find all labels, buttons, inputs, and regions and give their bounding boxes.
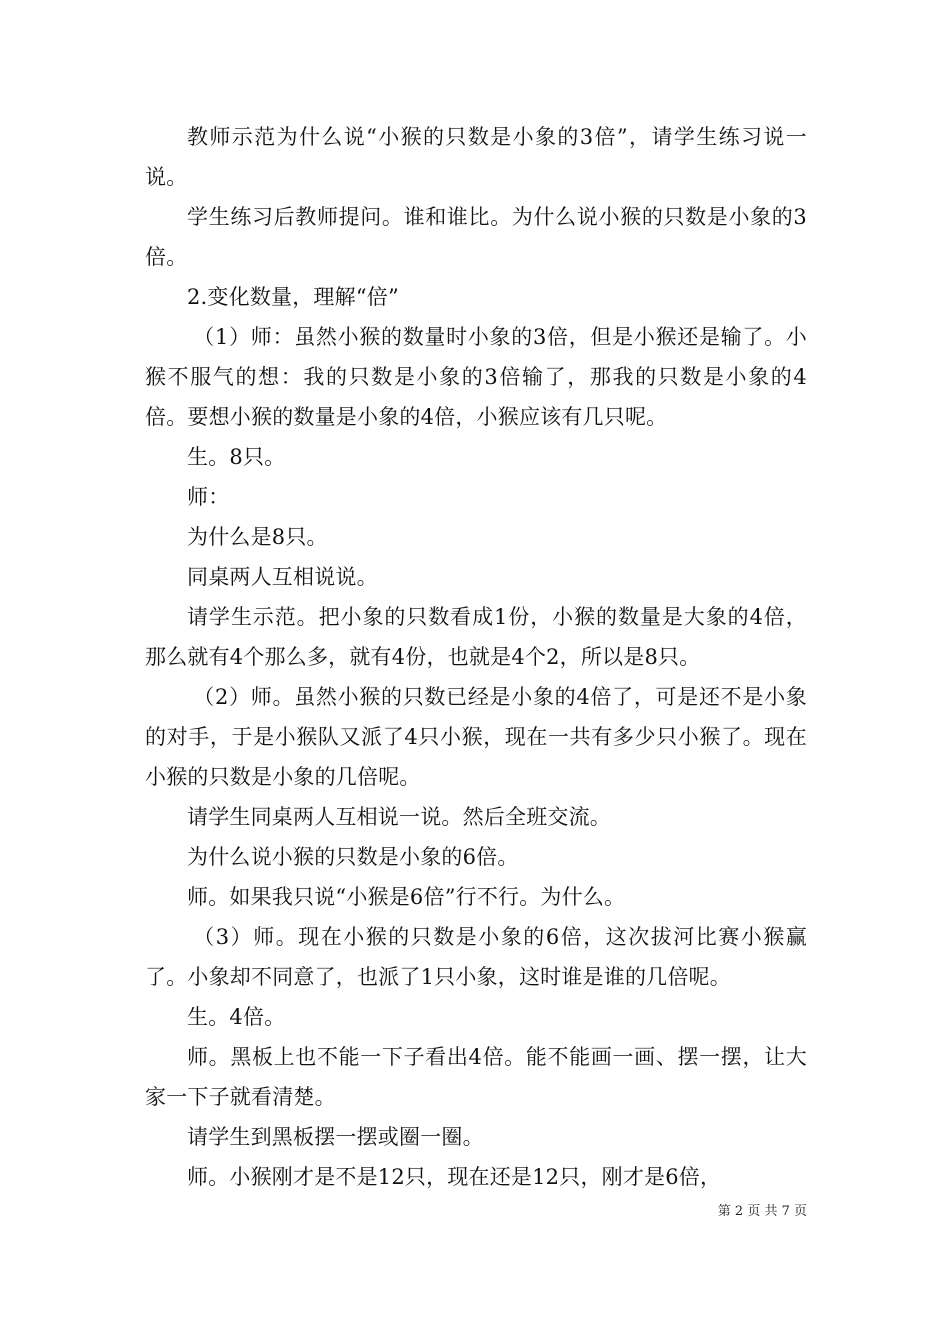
paragraph-5: 生。8只。 — [187, 445, 286, 469]
paragraph-6: 师： — [187, 485, 230, 509]
paragraph-4: （1）师：虽然小猴的数量时小象的3倍，但是小猴还是输了。小猴不服气的想：我的只数是小象的3倍输了，那我的只数是小象的4倍。要想小猴的数量是小象的4倍，小猴应该有几只呢。 — [145, 325, 807, 429]
paragraph-14: （3）师。现在小猴的只数是小象的6倍，这次拔河比赛小猴赢了。小象却不同意了，也派了1只小象，这时谁是谁的几倍呢。 — [145, 925, 807, 989]
paragraph-12: 为什么说小猴的只数是小象的6倍。 — [187, 845, 519, 869]
paragraph-17: 请学生到黑板摆一摆或圈一圈。 — [187, 1125, 484, 1149]
paragraph-10: （2）师。虽然小猴的只数已经是小象的4倍了，可是还不是小象的对手，于是小猴队又派了4只小猴，现在一共有多少只小猴了。现在小猴的只数是小象的几倍呢。 — [145, 685, 807, 789]
paragraph-1: 教师示范为什么说“小猴的只数是小象的3倍”，请学生练习说一说。 — [145, 125, 807, 189]
paragraph-2: 学生练习后教师提问。谁和谁比。为什么说小猴的只数是小象的3倍。 — [145, 205, 807, 269]
paragraph-8: 同桌两人互相说说。 — [187, 565, 378, 589]
paragraph-15: 生。4倍。 — [187, 1005, 286, 1029]
paragraph-16: 师。黑板上也不能一下子看出4倍。能不能画一画、摆一摆，让大家一下子就看清楚。 — [145, 1045, 807, 1109]
paragraph-9: 请学生示范。把小象的只数看成1份，小猴的数量是大象的4倍，那么就有4个那么多，就有4份，也就是4个2，所以是8只。 — [145, 605, 807, 669]
page-number-footer: 第 2 页 共 7 页 — [717, 1204, 807, 1219]
document-body — [145, 117, 807, 1197]
paragraph-18: 师。小猴刚才是不是12只，现在还是12只，刚才是6倍， — [187, 1165, 722, 1189]
paragraph-7: 为什么是8只。 — [187, 525, 328, 549]
paragraph-13: 师。如果我只说“小猴是6倍”行不行。为什么。 — [187, 885, 626, 909]
paragraph-11: 请学生同桌两人互相说一说。然后全班交流。 — [187, 805, 611, 829]
paragraph-3: 2.变化数量，理解“倍” — [187, 285, 399, 309]
